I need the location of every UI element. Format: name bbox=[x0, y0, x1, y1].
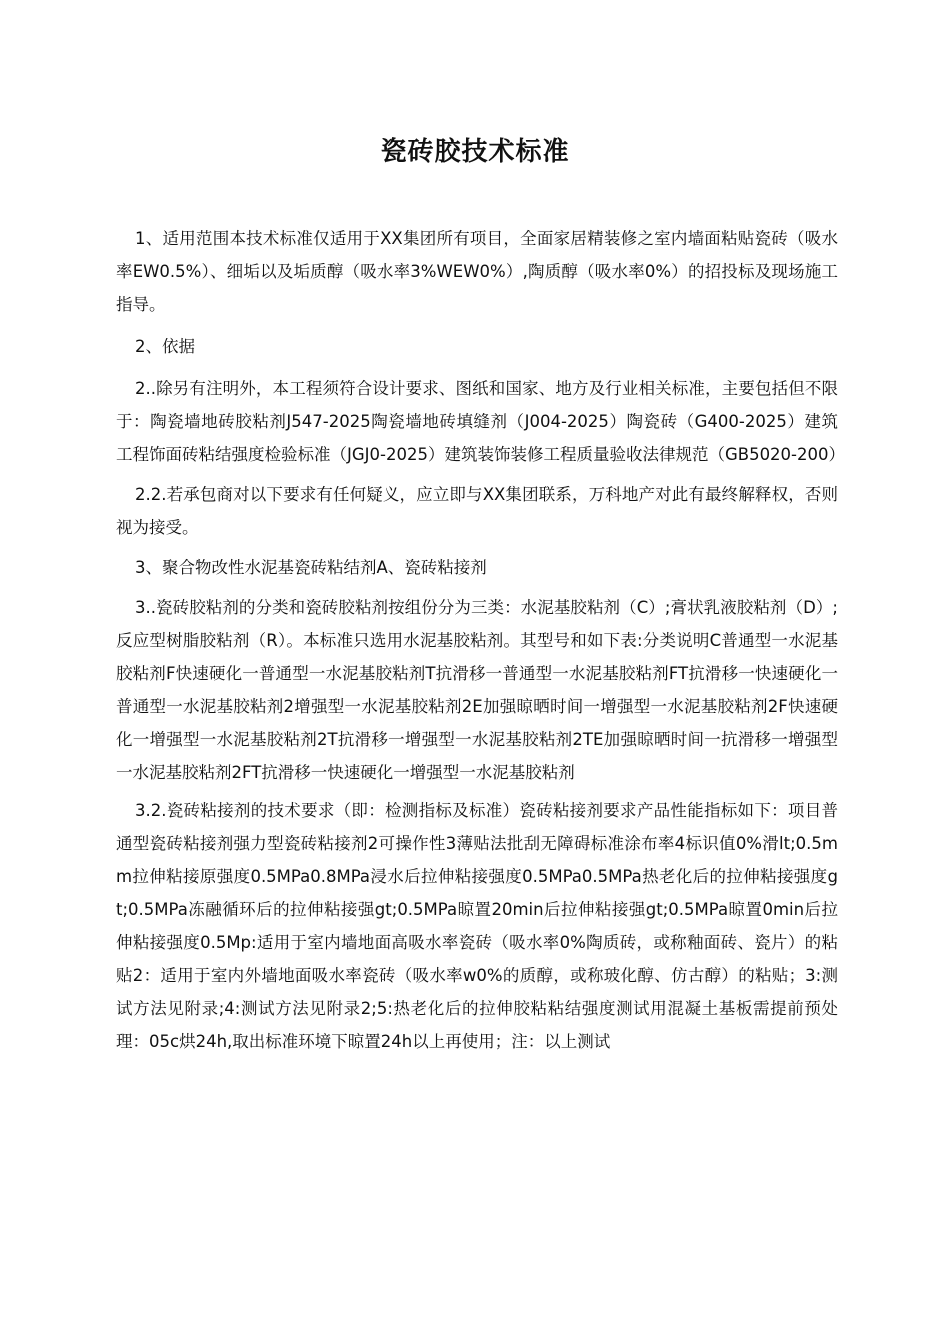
document-title: 瓷砖胶技术标准 bbox=[380, 137, 570, 167]
paragraph-adhesive-heading: 3、聚合物改性水泥基瓷砖粘结剂A、瓷砖粘接剂 bbox=[135, 558, 487, 577]
paragraph-classification: 3..瓷砖胶粘剂的分类和瓷砖胶粘剂按组份分为三类：水泥基胶粘剂（C）;膏状乳液胶粘剂（D）;反应型树脂胶粘剂（R）。本标准只选用水泥基胶粘剂。其型号和如下表:分类说明C普通型一水泥基胶粘剂F快速硬化一普通型一水泥基胶粘剂T抗滑移一普通型一水泥基胶粘剂FT抗滑移一快速硬化一普通型一水泥基胶粘剂2增强型一水泥基胶粘剂2E加强晾晒时间一增强型一水泥基胶粘剂2F快速硬化一增强型一水泥基胶粘剂2T抗滑移一增强型一水泥基胶粘剂2TE加强晾晒时间一抗滑移一增强型一水泥基胶粘剂2FT抗滑移一快速硬化一增强型一水泥基胶粘剂 bbox=[116, 598, 838, 782]
paragraph-scope: 1、适用范围本技术标准仅适用于XX集团所有项目，全面家居精装修之室内墙面粘贴瓷砖（吸水率EW0.5%）、细垢以及垢质醇（吸水率3%WEW0%）,陶质醇（吸水率0%）的招投标及现场施工指导。 bbox=[116, 229, 838, 314]
paragraph-technical-requirements: 3.2.瓷砖粘接剂的技术要求（即：检测指标及标准）瓷砖粘接剂要求产品性能指标如下：项目普通型瓷砖粘接剂强力型瓷砖粘接剂2可操作性3薄贴法批刮无障碍标准涂布率4标识值0%滑lt;0.5mm拉伸粘接原强度0.5MPa0.8MPa浸水后拉伸粘接强度0.5MPa0.5MPa热老化后的拉伸粘接强度gt;0.5MPa冻融循环后的拉伸粘接强gt;0.5MPa晾置20min后拉伸粘接强gt;0.5MPa晾置0min后拉伸粘接强度0.5Mp:适用于室内墙地面高吸水率瓷砖（吸水率0%陶质砖，或称釉面砖、瓷片）的粘贴2：适用于室内外墙地面吸水率瓷砖（吸水率w0%的质醇，或称玻化醇、仿古醇）的粘贴；3:测试方法见附录;4:测试方法见附录2;5:热老化后的拉伸胶粘粘结强度测试用混凝土基板需提前预处理：05c烘24h,取出标准环境下晾置24h以上再使用；注：以上测试 bbox=[116, 801, 838, 1051]
paragraph-standards: 2..除另有注明外，本工程须符合设计要求、图纸和国家、地方及行业相关标准，主要包括但不限于：陶瓷墙地砖胶粘剂J547-2025陶瓷墙地砖填缝剂（J004-2025）陶瓷砖（G400-2025）建筑工程饰面砖粘结强度检验标准（JGJ0-2025）建筑装饰装修工程质量验收法律规范（GB5020-200） bbox=[116, 379, 846, 464]
paragraph-basis-heading: 2、依据 bbox=[135, 337, 195, 356]
document-body bbox=[116, 222, 846, 1058]
paragraph-contractor-notice: 2.2.若承包商对以下要求有任何疑义，应立即与XX集团联系，万科地产对此有最终解释权，否则视为接受。 bbox=[116, 485, 838, 537]
